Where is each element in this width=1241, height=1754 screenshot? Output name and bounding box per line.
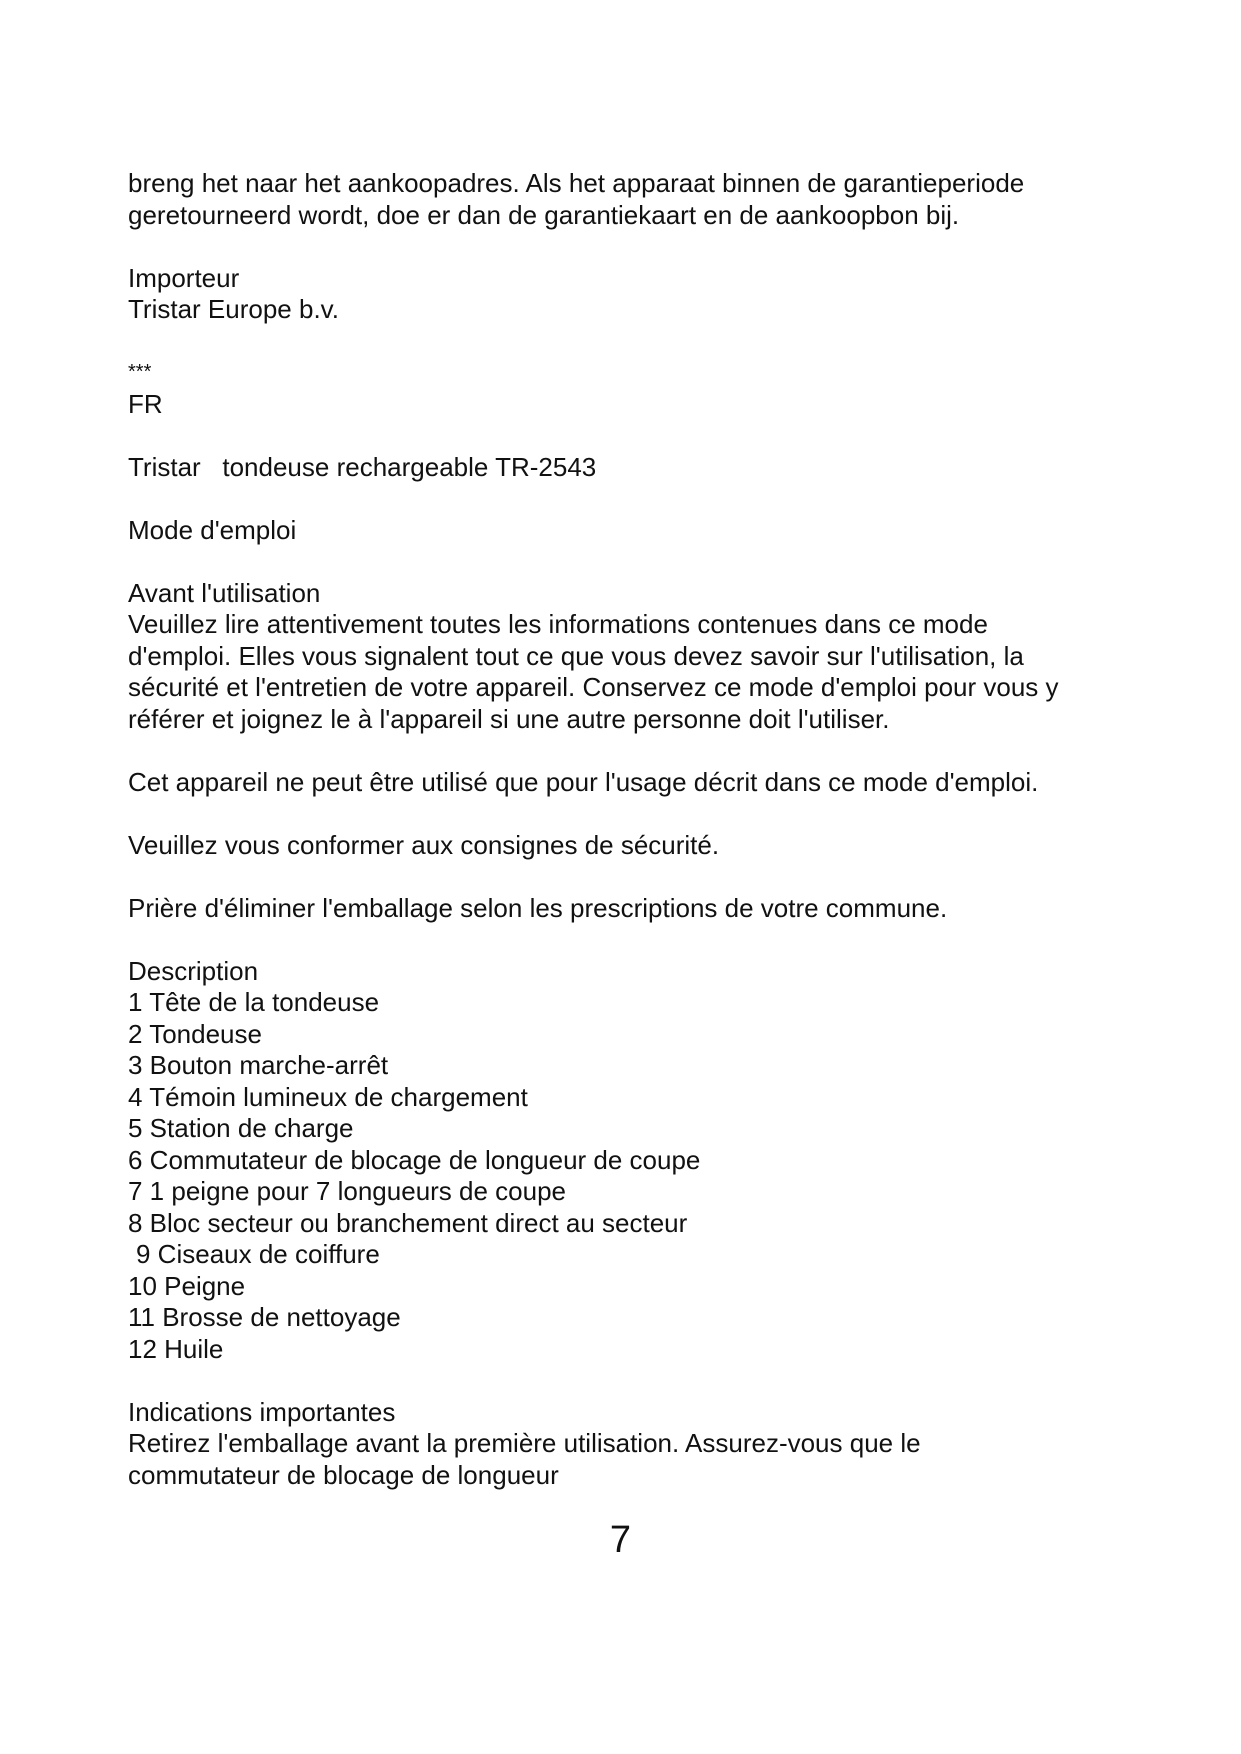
page-number: 7 bbox=[609, 1519, 632, 1561]
description-section bbox=[128, 956, 1128, 1366]
product-title: Tristar tondeuse rechargeable TR-2543 bbox=[128, 451, 597, 482]
packaging-note: Prière d'éliminer l'emballage selon les prescriptions de votre commune. bbox=[128, 892, 948, 923]
manual-title: Mode d'emploi bbox=[128, 514, 297, 545]
text-line: commutateur de blocage de longueur bbox=[128, 1459, 559, 1490]
list-item: 9 Ciseaux de coiffure bbox=[136, 1239, 380, 1269]
text-line: Veuillez lire attentivement toutes les informations contenues dans ce mode bbox=[128, 609, 988, 639]
text-line: d'emploi. Elles vous signalent tout ce que vous devez savoir sur l'utilisation, la bbox=[128, 640, 1024, 671]
list-item: 2 Tondeuse bbox=[128, 1018, 262, 1049]
list-item: 8 Bloc secteur ou branchement direct au secteur bbox=[128, 1207, 688, 1238]
list-item: 11 Brosse de nettoyage bbox=[128, 1302, 401, 1332]
before-use-section bbox=[128, 578, 1128, 736]
language-code: FR bbox=[128, 388, 163, 419]
text-line: geretourneerd wordt, doe er dan de garantiekaart en de aankoopbon bij. bbox=[128, 199, 960, 230]
list-item: 4 Témoin lumineux de chargement bbox=[128, 1081, 528, 1112]
document-page bbox=[128, 168, 1128, 1491]
usage-note: Cet appareil ne peut être utilisé que pour l'usage décrit dans ce mode d'emploi. bbox=[128, 766, 1039, 797]
list-item: 5 Station de charge bbox=[128, 1113, 354, 1143]
importer-label: Importeur bbox=[128, 262, 240, 293]
section-heading: Description bbox=[128, 955, 259, 986]
warranty-continuation bbox=[128, 168, 1128, 231]
list-item: 7 1 peigne pour 7 longueurs de coupe bbox=[128, 1176, 567, 1206]
list-item: 3 Bouton marche-arrêt bbox=[128, 1050, 389, 1080]
list-item: 10 Peigne bbox=[128, 1270, 246, 1301]
safety-note: Veuillez vous conformer aux consignes de sécurité. bbox=[128, 829, 720, 860]
important-section bbox=[128, 1397, 1128, 1492]
section-heading: Indications importantes bbox=[128, 1396, 396, 1427]
text-line: Retirez l'emballage avant la première utilisation. Assurez-vous que le bbox=[128, 1428, 921, 1458]
text-line: référer et joignez le à l'appareil si une autre personne doit l'utiliser. bbox=[128, 703, 890, 734]
list-item: 12 Huile bbox=[128, 1333, 224, 1364]
list-item: 1 Tête de la tondeuse bbox=[128, 987, 380, 1017]
section-heading: Avant l'utilisation bbox=[128, 577, 321, 608]
list-item: 6 Commutateur de blocage de longueur de coupe bbox=[128, 1144, 701, 1175]
section-separator: *** bbox=[128, 361, 152, 383]
text-line: sécurité et l'entretien de votre appareil. Conservez ce mode d'emploi pour vous y bbox=[128, 672, 1059, 702]
importer-block bbox=[128, 263, 1128, 326]
text-line: breng het naar het aankoopadres. Als het apparaat binnen de garantieperiode bbox=[128, 168, 1025, 198]
importer-name: Tristar Europe b.v. bbox=[128, 294, 339, 324]
